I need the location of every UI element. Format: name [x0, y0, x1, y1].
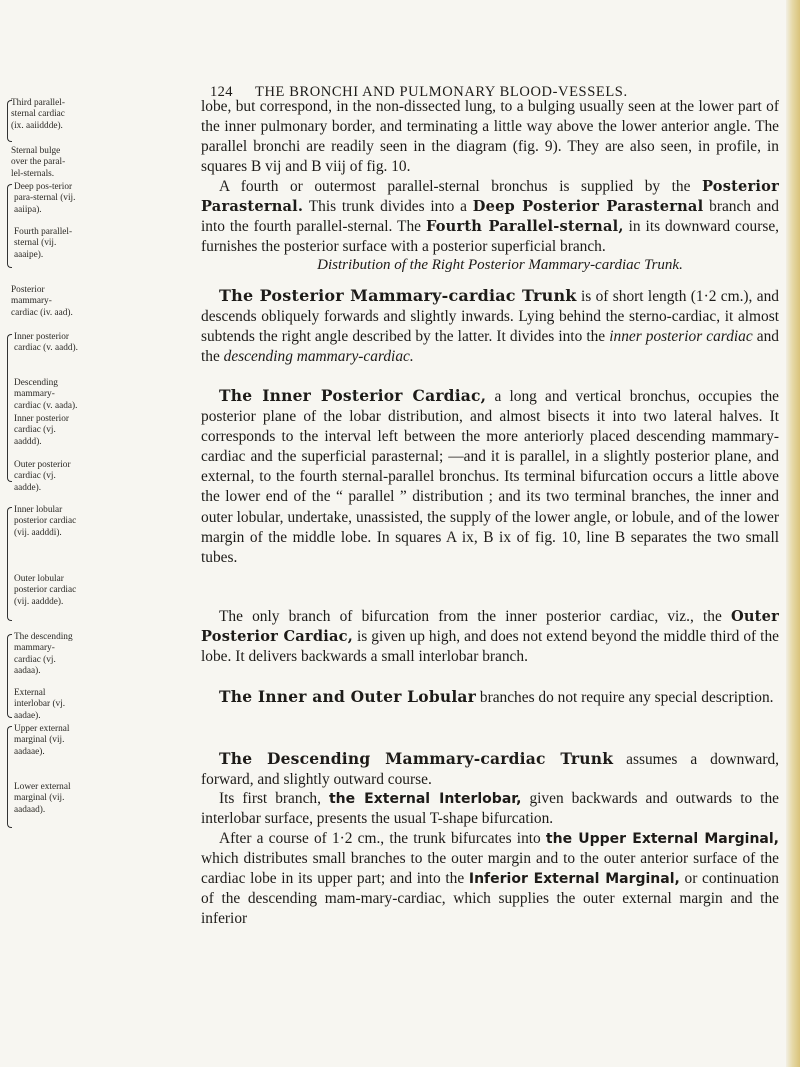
paragraph	[201, 97, 779, 177]
paragraph-text: The only branch of bifurcation from the inner posterior cardiac, viz., the Outer Posterior Cardiac, is given up high, and does not extend beyond the middle third of the lobe. It delivers backwards a small interlobar branch.	[201, 608, 779, 666]
margin-note: Inner lobular posterior cardiac (vij. aadddi).	[14, 505, 77, 538]
margin-note: Sternal bulge over the paral-lel-sternals.	[11, 146, 66, 179]
running-title: THE BRONCHI AND PULMONARY BLOOD-VESSELS.	[254, 84, 628, 100]
margin-note: Deep pos-terior para-sternal (vij. aaiipa).	[14, 182, 76, 215]
paragraph	[201, 749, 779, 790]
margin-brace	[7, 507, 12, 621]
paragraph	[201, 607, 779, 667]
paragraph-text: The Posterior Mammary-cardiac Trunk is of short length (1·2 cm.), and descends obliquely forwards and slightly inwards. Lying behind the sterno-cardiac, it almost subtends the right angle described by the latter. It divides into the inner posterior cardiac and the descending mammary-cardiac.	[201, 286, 780, 366]
margin-brace	[7, 726, 12, 828]
paragraph-text: Its first branch, the External Interlobar, given backwards and outwards to the interlobar surface, presents the usual T-shape bifurcation.	[201, 790, 779, 828]
page-number: 124	[210, 84, 233, 100]
paragraph-text: After a course of 1·2 cm., the trunk bifurcates into the Upper External Marginal, which distributes small branches to the outer margin and to the outer anterior surface of the cardiac lobe in its upper part; and into the Inferior External Marginal, or continuation of the descending mam-mary-cardiac, which supplies the outer external margin and the inferior	[201, 830, 779, 928]
margin-note: Posterior mammary-cardiac (iv. aad).	[11, 285, 73, 318]
margin-brace	[7, 184, 12, 268]
margin-note: External interlobar (vj. aadae).	[14, 688, 66, 721]
margin-note: Inner posterior cardiac (vj. aaddd).	[14, 414, 69, 447]
margin-brace	[7, 100, 12, 142]
margin-note: Upper external marginal (vij. aadaae).	[14, 724, 70, 757]
margin-brace	[7, 634, 12, 718]
section-caption: Distribution of the Right Posterior Mammary-cardiac Trunk.	[317, 257, 683, 273]
paragraph-text: lobe, but correspond, in the non-dissected lung, to a bulging usually seen at the lower part of the inner pulmonary border, and terminating a little way above the lower anterior angle. The parallel bronchi are readily seen in the diagram (fig. 9). They are also seen, in profile, in squares B vij and B viij of fig. 10.	[201, 98, 779, 176]
margin-note: Outer posterior cardiac (vj. aadde).	[14, 460, 71, 493]
margin-note: Descending mammary-cardiac (v. aada).	[14, 378, 78, 411]
paragraph	[201, 789, 779, 829]
margin-note: The descending mammary-cardiac (vj. aadaa).	[14, 632, 73, 676]
margin-note: Outer lobular posterior cardiac (vij. aaddde).	[14, 574, 77, 607]
margin-note: Third parallel-sternal cardiac (ix. aaiiddde).	[11, 98, 65, 131]
paragraph-text: A fourth or outermost parallel-sternal bronchus is supplied by the Posterior Parasternal. This trunk divides into a Deep Posterior Parasternal branch and into the fourth parallel-sternal. The Fourth Parallel-sternal, in its downward course, furnishes the posterior surface with a posterior superficial branch.	[201, 178, 780, 256]
paragraph	[201, 177, 779, 257]
paragraph	[201, 286, 779, 367]
margin-note: Lower external marginal (vij. aadaad).	[14, 782, 71, 815]
margin-note: Fourth parallel-sternal (vij. aaaipe).	[14, 227, 73, 260]
margin-brace	[7, 334, 12, 482]
page-edge	[786, 0, 800, 1067]
paragraph-text: The Inner Posterior Cardiac, a long and vertical bronchus, occupies the posterior plane of the lobar distribution, and almost bisects it into two lateral halves. It corresponds to the interval left between the more anteriorly placed descending mammary-cardiac and the superficial parasternal; —and it is parallel, in a slightly posterior plane, and external, to the fourth sternal-parallel bronchus. Its terminal bifurcation occurs a little above the lower end of the “ parallel ” distribution ; and its two terminal branches, the inner and outer lobular, undertake, unassisted, the supply of the lower angle, or lobule, and of the lower margin of the middle lobe. In squares A ix, B ix of fig. 10, line B separates the two small tubes.	[201, 386, 779, 566]
paragraph	[201, 386, 779, 568]
paragraph-text: The Inner and Outer Lobular branches do not require any special description.	[219, 687, 774, 706]
paragraph-text: The Descending Mammary-cardiac Trunk assumes a downward, forward, and slightly outward course.	[201, 749, 779, 789]
paragraph	[201, 687, 779, 708]
margin-note: Inner posterior cardiac (v. aadd).	[14, 332, 78, 354]
paragraph	[201, 829, 779, 929]
